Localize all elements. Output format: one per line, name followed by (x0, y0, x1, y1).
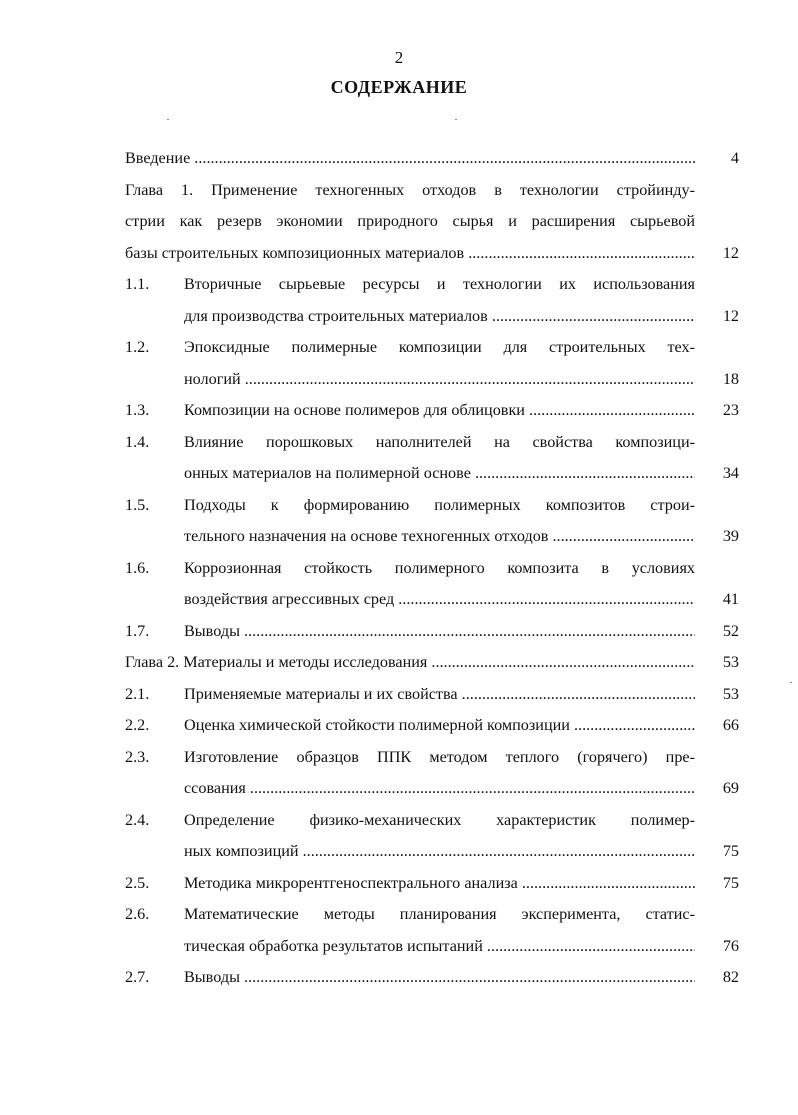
toc-section-number: 1.5. (125, 495, 150, 514)
page-number: 2 (394, 48, 404, 67)
toc-page-number: 39 (722, 527, 739, 545)
toc-section-number: 1.3. (125, 401, 150, 419)
toc-entry-line (125, 521, 739, 553)
toc-entry-line (125, 962, 739, 994)
toc-entry-text: тическая обработка результатов испытаний ..... (184, 931, 695, 963)
toc-entry-line (125, 206, 739, 238)
toc-entry-line (125, 584, 739, 616)
toc-section-number: 1.2. (125, 338, 150, 356)
toc-section-number: 2.4. (125, 810, 150, 829)
toc-entry-line (125, 332, 739, 364)
toc-page-number: 53 (722, 684, 739, 703)
toc-entry-line (125, 238, 739, 270)
toc-page-number: 75 (722, 842, 739, 860)
toc-entry-text: Выводы ..... (184, 616, 695, 648)
toc-entry-text: Эпоксидные полимерные композиции для строительных тех- (184, 338, 695, 356)
toc-entry-line (125, 868, 739, 900)
toc-section-number: 2.6. (125, 905, 150, 923)
toc-entry-line (125, 742, 739, 774)
toc-entry-text: Математические методы планирования эксперимента, статис- (184, 905, 695, 923)
toc-entry-line (125, 931, 739, 963)
toc-page-number: 82 (722, 968, 739, 986)
toc-section-number: 2.3. (125, 747, 150, 766)
toc-entry-line (125, 301, 739, 333)
toc-entry-line (125, 490, 739, 522)
toc-entry-line (125, 805, 739, 837)
toc-entry-line (125, 175, 739, 207)
toc-page-number: 12 (722, 243, 739, 262)
toc-entry-line (125, 458, 739, 490)
toc-page-number: 12 (722, 306, 739, 325)
toc-entry-text: Коррозионная стойкость полимерного композита в условиях (184, 558, 695, 577)
toc-section-number: 1.7. (125, 621, 150, 640)
toc-page-number: 66 (722, 716, 739, 734)
toc-page-number: 76 (722, 936, 739, 955)
toc-entry-line (125, 364, 739, 396)
toc-entry-line (125, 836, 739, 868)
toc-entry-text: Применяемые материалы и их свойства ..... (184, 679, 695, 711)
toc-entry-line (125, 143, 739, 175)
toc-entry-text: Глава 1. Применение техногенных отходов в технологии стройинду- (125, 180, 695, 199)
toc-entry-text: Изготовление образцов ППК методом теплого (горячего) пре- (184, 747, 695, 766)
toc-entry-text: Выводы ..... (184, 962, 695, 994)
toc-entry-text: Оценка химической стойкости полимерной композиции ..... (184, 710, 695, 742)
toc-entry-text: тельного назначения на основе техногенных отходов ..... (184, 521, 695, 553)
toc-entry-text: ссования ..... (184, 773, 695, 805)
toc-page-number: 23 (722, 401, 739, 419)
toc-page-number: 34 (722, 464, 739, 482)
toc-page-number: 41 (722, 590, 739, 608)
toc-section-number: 2.1. (125, 684, 150, 703)
toc-entry-text: Определение физико-механических характеристик полимер- (184, 810, 695, 829)
toc-entry-line (125, 710, 739, 742)
toc-entry-line (125, 679, 739, 711)
toc-page-number: 69 (722, 779, 739, 797)
toc-section-number: 2.2. (125, 716, 150, 734)
toc-page-number: 75 (722, 873, 739, 892)
toc-entry-text: базы строительных композиционных материалов ..... (125, 238, 695, 270)
toc-page-number: 53 (722, 653, 739, 671)
toc-entry-line (125, 395, 739, 427)
toc-page-number: 4 (730, 149, 739, 167)
toc-entry-text: Вторичные сырьевые ресурсы и технологии их использования (184, 275, 695, 293)
toc-entry-text: Подходы к формированию полимерных композитов строи- (184, 495, 695, 514)
toc-entry-text: ных композиций ..... (184, 836, 695, 868)
toc-section-number: 2.7. (125, 968, 150, 986)
toc-entry-text: Введение ..... (125, 143, 695, 175)
toc-entry-text: Композиции на основе полимеров для облицовки ..... (184, 395, 695, 427)
toc-entry-text: воздействия агрессивных сред ..... (184, 584, 695, 616)
toc-section-number: 2.5. (125, 873, 150, 892)
toc-entry-text: Глава 2. Материалы и методы исследования ..... (125, 647, 695, 679)
toc-entry-text: Методика микрорентгеноспектрального анализа ..... (184, 868, 695, 900)
toc-entry-line (125, 899, 739, 931)
document-title: СОДЕРЖАНИЕ (330, 77, 468, 97)
table-of-contents (125, 143, 739, 994)
toc-entry-line (125, 427, 739, 459)
toc-section-number: 1.1. (125, 275, 150, 293)
toc-page-number: 18 (722, 369, 739, 388)
toc-section-number: 1.4. (125, 432, 150, 451)
toc-entry-line (125, 647, 739, 679)
toc-page-number: 52 (722, 621, 739, 640)
toc-entry-line (125, 773, 739, 805)
toc-entry-text: для производства строительных материалов ..... (184, 301, 695, 333)
toc-entry-text: Влияние порошковых наполнителей на свойства композици- (184, 432, 695, 451)
toc-entry-line (125, 269, 739, 301)
toc-entry-line (125, 616, 739, 648)
toc-entry-text: онных материалов на полимерной основе ..... (184, 458, 695, 490)
toc-entry-line (125, 553, 739, 585)
toc-section-number: 1.6. (125, 558, 150, 577)
toc-entry-text: стрии как резерв экономии природного сырья и расширения сырьевой (125, 212, 695, 230)
toc-entry-text: нологий ..... (184, 364, 695, 396)
